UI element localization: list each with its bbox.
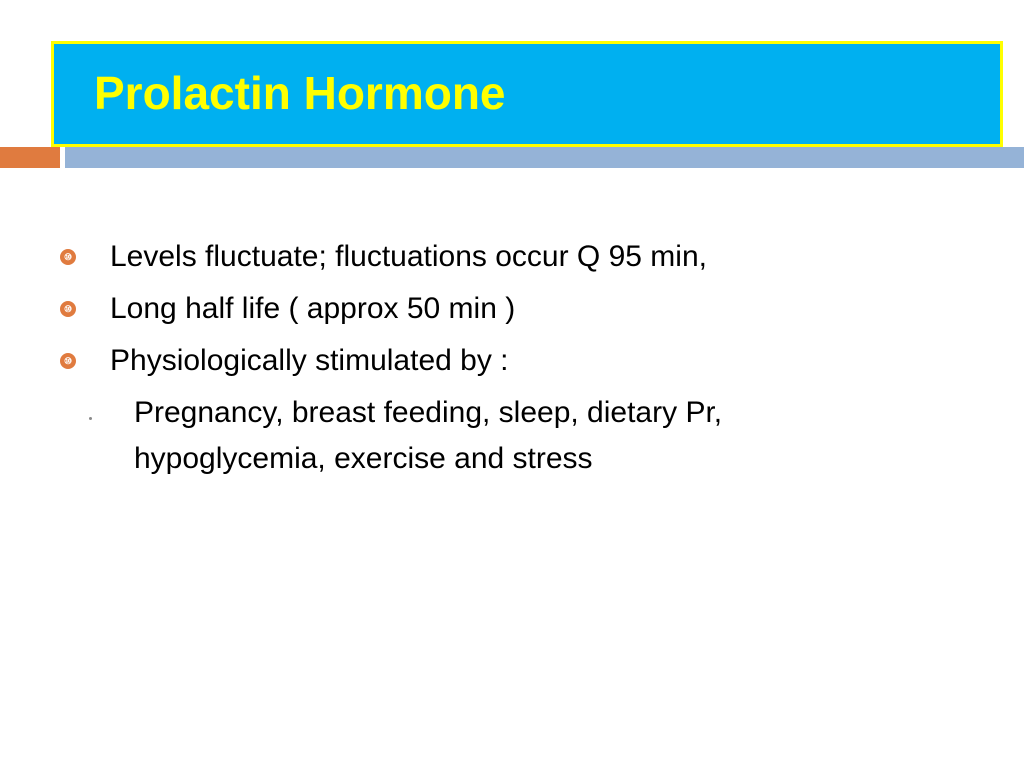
slide-title: Prolactin Hormone — [94, 67, 506, 119]
sub-bullet-text — [134, 390, 994, 482]
dot-icon — [89, 417, 92, 420]
bullet-text: Levels fluctuate; fluctuations occur Q 95 min, — [110, 240, 707, 273]
bullet-text: Physiologically stimulated by : — [110, 344, 509, 377]
sub-bullet-line: hypoglycemia, exercise and stress — [134, 442, 593, 475]
numbered-circle-icon: ⑩ — [60, 301, 76, 317]
numbered-circle-icon: ⑩ — [60, 249, 76, 265]
sub-bullet-line: Pregnancy, breast feeding, sleep, dietary Pr, — [134, 396, 723, 429]
bullet-item — [60, 289, 515, 329]
bullet-text: Long half life ( approx 50 min ) — [110, 292, 516, 325]
bullet-item — [60, 237, 707, 277]
numbered-circle-icon: ⑩ — [60, 353, 76, 369]
bullet-item — [60, 341, 509, 381]
